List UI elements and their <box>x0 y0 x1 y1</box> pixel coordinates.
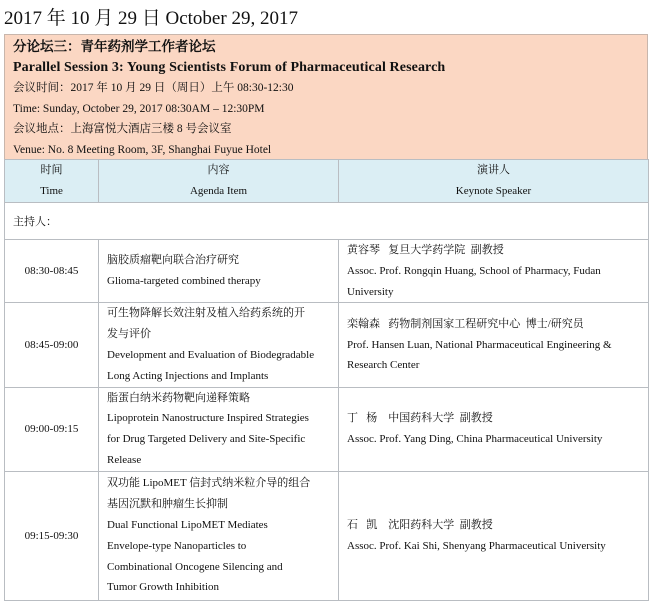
row-time: 08:45-09:00 <box>5 303 99 387</box>
agenda-line: Combinational Oncogene Silencing and <box>107 560 283 573</box>
session-time-cn: 会议时间：2017 年 10 月 29 日（周日）上午 08:30-12:30 <box>13 82 294 94</box>
header-speaker-cn: 演讲人 <box>477 164 510 176</box>
session-schedule <box>4 34 648 594</box>
session-title-cn: 分论坛三：青年药剂学工作者论坛 <box>13 39 216 55</box>
agenda-line: Envelope-type Nanoparticles to <box>107 539 247 552</box>
session-venue-en: Venue: No. 8 Meeting Room, 3F, Shanghai Fuyue Hotel <box>13 143 272 156</box>
row-speaker <box>339 471 649 600</box>
header-agenda-cn: 内容 <box>207 164 230 176</box>
agenda-line: 双功能 LipoMET 信封式纳米粒介导的组合 <box>107 477 311 490</box>
session-time-en: Time: Sunday, October 29, 2017 08:30AM – 12:30PM <box>13 102 265 115</box>
speaker-line: Assoc. Prof. Kai Shi, Shenyang Pharmaceutical University <box>347 539 606 552</box>
table-row <box>5 240 649 303</box>
header-speaker <box>339 160 649 203</box>
speaker-line: 丁 杨 中国药科大学 副教授 <box>347 412 493 425</box>
header-speaker-en: Keynote Speaker <box>455 185 532 197</box>
session-venue-cn: 会议地点：上海富悦大酒店三楼 8 号会议室 <box>13 123 232 135</box>
header-agenda-en: Agenda Item <box>189 185 248 197</box>
row-agenda <box>99 240 339 303</box>
row-speaker <box>339 303 649 387</box>
row-speaker <box>339 240 649 303</box>
speaker-line: 黄容琴 复旦大学药学院 副教授 <box>347 244 504 256</box>
agenda-line: for Drug Targeted Delivery and Site-Specific <box>107 433 306 446</box>
table-header-row <box>5 160 649 203</box>
speaker-line: Prof. Hansen Luan, National Pharmaceutical Engineering & <box>347 338 612 351</box>
header-time-cn: 时间 <box>40 164 63 176</box>
speaker-line: 石 凯 沈阳药科大学 副教授 <box>347 518 493 531</box>
agenda-table <box>4 159 649 601</box>
speaker-line: University <box>347 285 394 298</box>
session-title-en: Parallel Session 3: Young Scientists Forum of Pharmaceutical Research <box>13 59 446 75</box>
header-agenda <box>99 160 339 203</box>
agenda-line: Release <box>107 453 142 466</box>
agenda-line: 脂蛋白纳米药物靶向递释策略 <box>107 391 250 404</box>
host-row <box>5 203 649 240</box>
speaker-line: Assoc. Prof. Rongqin Huang, School of Pharmacy, Fudan <box>347 264 601 277</box>
speaker-line: Research Center <box>347 359 420 372</box>
speaker-line: Assoc. Prof. Yang Ding, China Pharmaceutical University <box>347 433 603 446</box>
row-agenda <box>99 471 339 600</box>
agenda-line: 发与评价 <box>107 328 151 341</box>
header-time-en: Time <box>40 185 63 197</box>
session-header <box>4 34 648 159</box>
row-time: 09:00-09:15 <box>5 387 99 471</box>
page-date: 2017 年 10 月 29 日 October 29, 2017 <box>4 8 298 29</box>
table-row <box>5 387 649 471</box>
host-label: 主持人： <box>5 203 649 240</box>
agenda-line: 基因沉默和肿瘤生长抑制 <box>107 498 228 511</box>
table-row <box>5 303 649 387</box>
agenda-line: Long Acting Injections and Implants <box>107 369 269 382</box>
row-time: 09:15-09:30 <box>5 471 99 600</box>
agenda-line: Development and Evaluation of Biodegradable <box>107 348 315 361</box>
speaker-line: 栾翰森 药物制剂国家工程研究中心 博士/研究员 <box>347 317 584 330</box>
table-row <box>5 471 649 600</box>
row-speaker <box>339 387 649 471</box>
agenda-line: 脑胶质瘤靶向联合治疗研究 <box>107 254 239 267</box>
agenda-line: Lipoprotein Nanostructure Inspired Strategies <box>107 412 309 425</box>
header-time <box>5 160 99 203</box>
agenda-line: 可生物降解长效注射及植入给药系统的开 <box>107 307 305 320</box>
row-time: 08:30-08:45 <box>5 240 99 303</box>
agenda-line: Tumor Growth Inhibition <box>107 581 220 594</box>
row-agenda <box>99 387 339 471</box>
agenda-line: Glioma-targeted combined therapy <box>107 275 261 288</box>
row-agenda <box>99 303 339 387</box>
agenda-line: Dual Functional LipoMET Mediates <box>107 518 268 531</box>
